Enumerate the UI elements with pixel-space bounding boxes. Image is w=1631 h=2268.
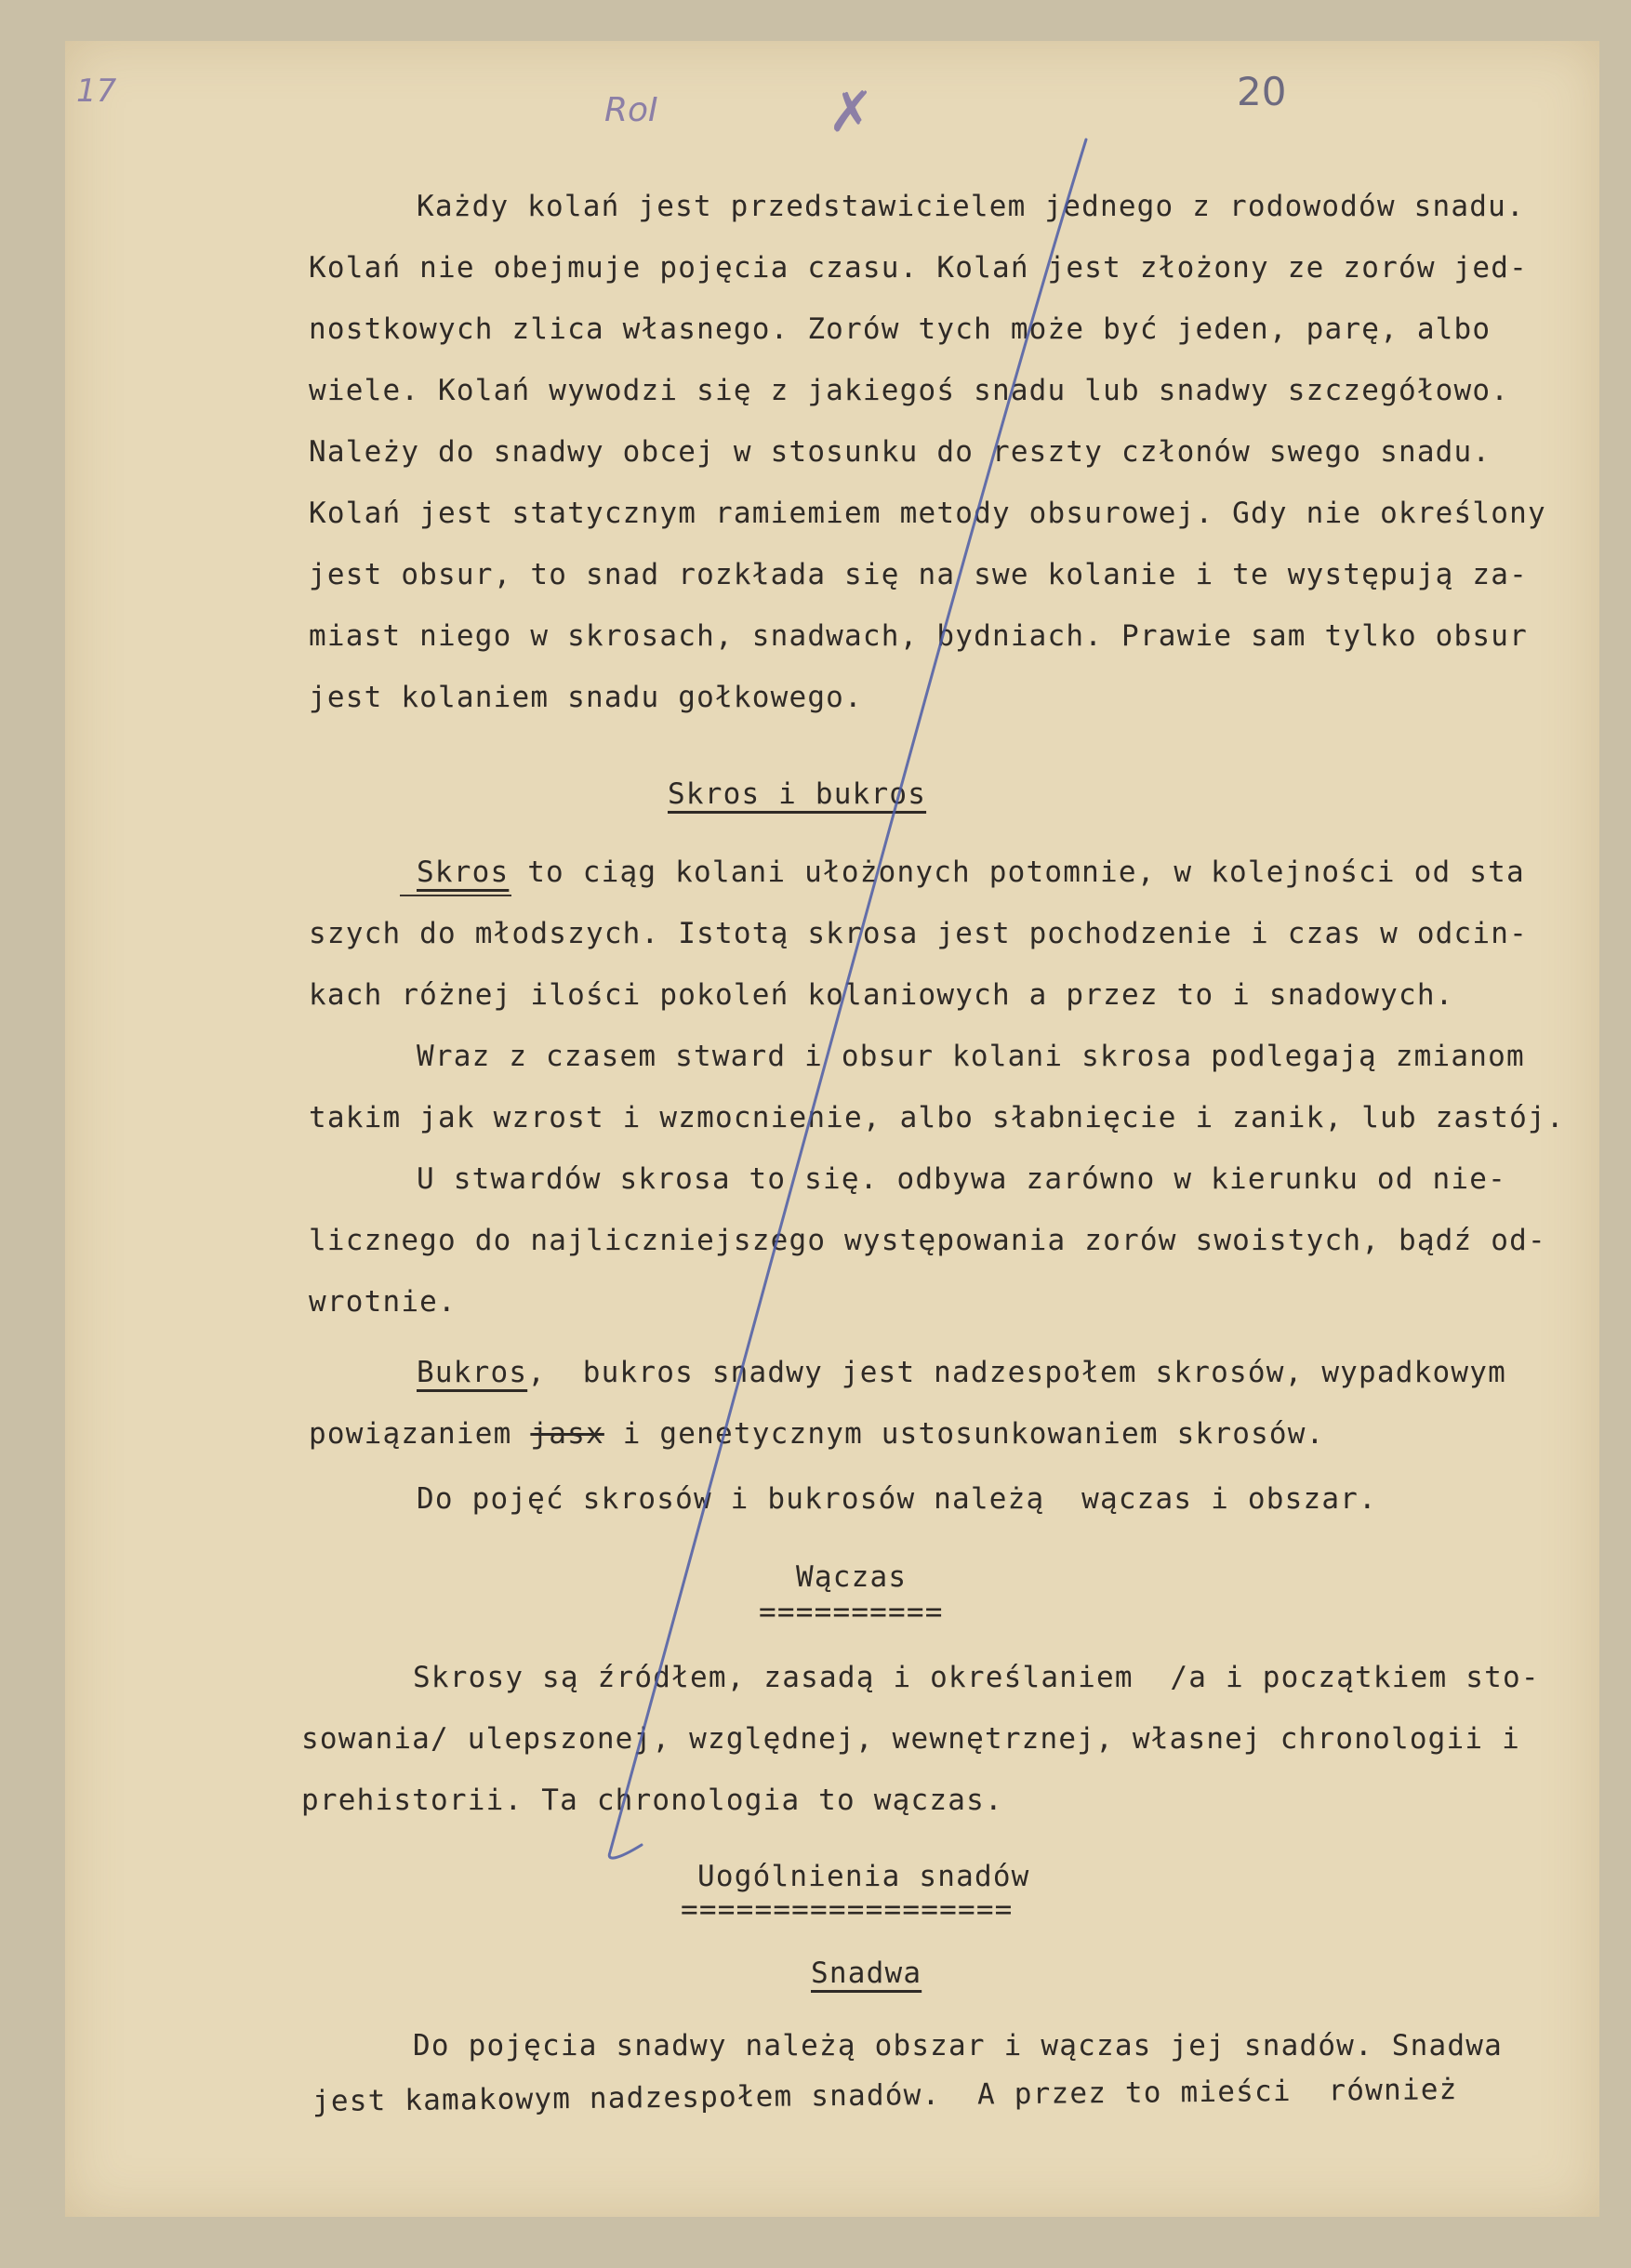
text-line: Do pojęcia snadwy należą obszar i wączas jej snadów. Snadwa xyxy=(413,2029,1503,2062)
section-heading: Skros i bukros xyxy=(668,777,927,811)
text-line: Kolań jest statycznym ramiemiem metody obsurowej. Gdy nie określony xyxy=(309,497,1546,530)
text-line: sowania/ ulepszonej, względnej, wewnętrznej, własnej chronologii i xyxy=(301,1722,1520,1756)
heading-rule: ================== xyxy=(681,1893,1014,1927)
text-line: licznego do najliczniejszego występowania zorów swoistych, bądź od- xyxy=(309,1224,1546,1257)
text-line: Należy do snadwy obcej w stosunku do reszty członów swego snadu. xyxy=(309,435,1492,469)
bukros-line-rest: , bukros snadwy jest nadzespołem skrosów, wypadkowym xyxy=(527,1356,1506,1389)
text-line: kach różnej ilości pokoleń kolaniowych a przez to i snadowych. xyxy=(309,978,1454,1012)
section-heading: Uogólnienia snadów xyxy=(697,1860,1030,1893)
section-heading: Wączas xyxy=(796,1560,908,1594)
text-line xyxy=(417,1356,1506,1389)
section-heading: Snadwa xyxy=(811,1956,922,1990)
term-skros: Skros xyxy=(417,855,510,889)
text-line: prehistorii. Ta chronologia to wączas. xyxy=(301,1784,1003,1817)
text-line: Wraz z czasem stward i obsur kolani skrosa podlegają zmianom xyxy=(417,1040,1525,1073)
bukros-line-start: powiązaniem xyxy=(309,1417,531,1451)
series-mark: RoI xyxy=(604,91,658,129)
heading-rule: ========== xyxy=(759,1596,944,1629)
text-line xyxy=(309,1417,1325,1451)
page-number: 20 xyxy=(1237,69,1287,114)
text-line: Kolań nie obejmuje pojęcia czasu. Kolań jest złożony ze zorów jed- xyxy=(309,251,1528,285)
text-line: U stwardów skrosa to się. odbywa zarówno w kierunku od nie- xyxy=(417,1162,1506,1196)
skros-line-rest: to ciąg kolani ułożonych potomnie, w kolejności od sta xyxy=(509,855,1525,889)
term-bukros: Bukros xyxy=(417,1356,528,1389)
text-line: jest obsur, to snad rozkłada się na swe kolanie i te występują za- xyxy=(309,558,1528,591)
struck-word: jasx xyxy=(530,1417,604,1451)
text-line: miast niego w skrosach, snadwach, bydniach. Prawie sam tylko obsur xyxy=(309,619,1528,653)
text-line: wiele. Kolań wywodzi się z jakiegoś snadu lub snadwy szczegółowo. xyxy=(309,374,1510,407)
text-line: nostkowych zlica własnego. Zorów tych może być jeden, parę, albo xyxy=(309,312,1492,346)
text-line: wrotnie. xyxy=(309,1285,457,1319)
cross-mark: ✗ xyxy=(828,80,875,145)
corner-number: 17 xyxy=(76,73,117,110)
text-line xyxy=(417,855,1525,889)
text-line: Każdy kolań jest przedstawicielem jednego z rodowodów snadu. xyxy=(417,190,1525,223)
text-line: jest kamakowym nadzespołem snadów. A przez to mieści również xyxy=(312,2073,1458,2118)
text-line: szych do młodszych. Istotą skrosa jest pochodzenie i czas w odcin- xyxy=(309,917,1528,950)
text-line: takim jak wzrost i wzmocnienie, albo słabnięcie i zanik, lub zastój. xyxy=(309,1101,1565,1134)
bukros-line-end: i genetycznym ustosunkowaniem skrosów. xyxy=(603,1417,1325,1451)
pencil-underline xyxy=(400,895,511,896)
text-line: jest kolaniem snadu gołkowego. xyxy=(309,681,863,714)
text-line: Skrosy są źródłem, zasadą i określaniem /a i początkiem sto- xyxy=(413,1661,1540,1694)
text-line: Do pojęć skrosów i bukrosów należą wączas i obszar. xyxy=(417,1482,1377,1516)
